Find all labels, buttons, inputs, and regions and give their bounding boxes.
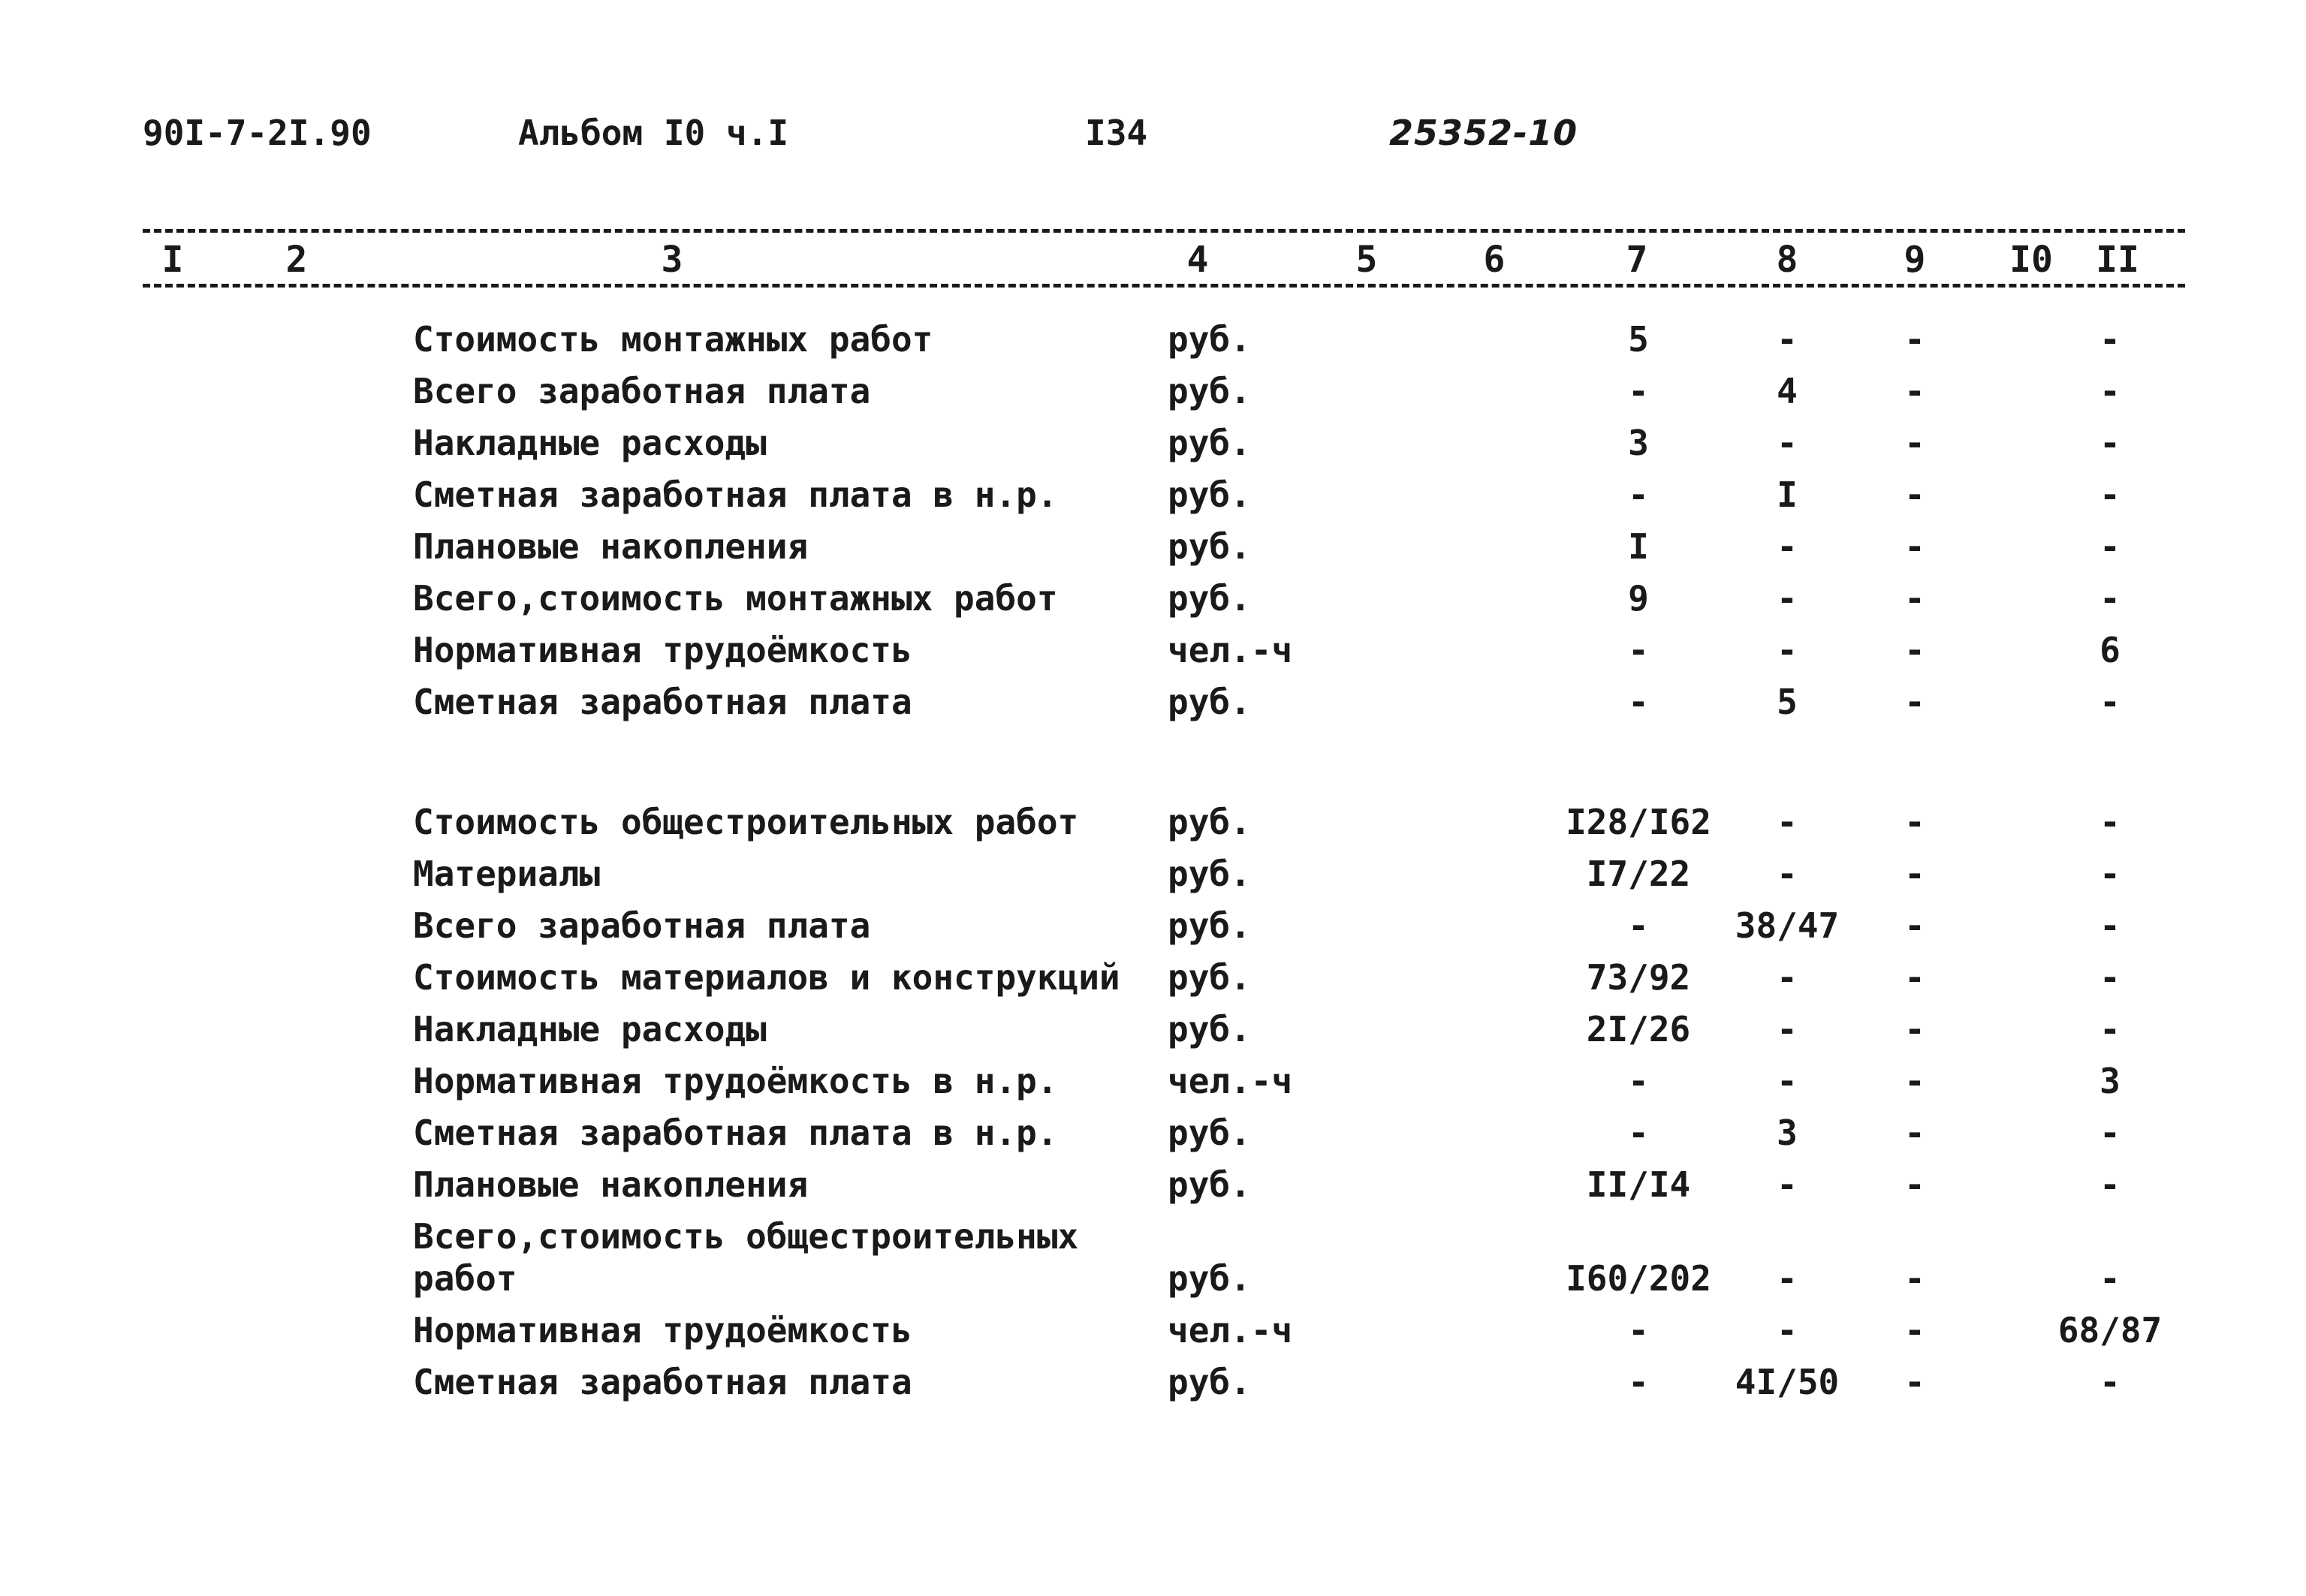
row-unit: руб. (1168, 1113, 1251, 1153)
table-row (0, 1009, 2306, 1054)
row-col11-value: - (2100, 1258, 2121, 1299)
row-label: Нормативная трудоёмкость в н.р. (413, 1061, 1058, 1101)
row-col9-value: - (1904, 1258, 1925, 1299)
column-number-8: 8 (1776, 239, 1798, 281)
row-col9-value: - (1904, 474, 1925, 515)
row-col7-value: - (1628, 1362, 1649, 1402)
row-label: Всего заработная плата (413, 905, 871, 946)
row-col7-value: II/I4 (1586, 1164, 1691, 1205)
row-col9-value: - (1904, 802, 1925, 842)
row-col9-value: - (1904, 1164, 1925, 1205)
row-label: Сметная заработная плата (413, 682, 912, 722)
row-col11-value: - (2100, 423, 2121, 463)
column-number-11: II (2096, 239, 2139, 281)
row-unit: руб. (1168, 526, 1251, 567)
page-number: I34 (1085, 113, 1148, 153)
row-unit: руб. (1168, 1009, 1251, 1049)
row-col8-value: 38/47 (1735, 905, 1840, 946)
table-row (0, 578, 2306, 623)
row-col11-value: 68/87 (2057, 1310, 2163, 1351)
row-label: Нормативная трудоёмкость (413, 1310, 912, 1351)
row-col11-value: - (2100, 319, 2121, 360)
row-label: Всего,стоимость монтажных работ (413, 578, 1058, 619)
column-number-7: 7 (1626, 239, 1648, 281)
row-label: Нормативная трудоёмкость (413, 630, 912, 670)
row-col11-value: - (2100, 1362, 2121, 1402)
row-col8-value: - (1777, 526, 1798, 567)
row-col9-value: - (1904, 957, 1925, 998)
column-number-10: I0 (2009, 239, 2053, 281)
row-unit: чел.-ч (1168, 1310, 1293, 1351)
row-col8-value: - (1777, 1164, 1798, 1205)
row-col8-value: I (1777, 474, 1798, 515)
row-label: Стоимость общестроительных работ (413, 802, 1079, 842)
header-rule-top (143, 229, 2185, 233)
row-col11-value: - (2100, 854, 2121, 894)
row-label: Всего,стоимость общестроительных (413, 1216, 1079, 1257)
table-row (0, 423, 2306, 468)
row-label: Накладные расходы (413, 423, 767, 463)
table-row (0, 474, 2306, 519)
table-row (0, 854, 2306, 899)
row-col8-value: - (1777, 423, 1798, 463)
row-unit: руб. (1168, 682, 1251, 722)
row-col11-value: 3 (2100, 1061, 2121, 1101)
row-col7-value: - (1628, 630, 1649, 670)
row-col9-value: - (1904, 1061, 1925, 1101)
row-col11-value: - (2100, 802, 2121, 842)
table-row (0, 1216, 2306, 1306)
row-unit: руб. (1168, 474, 1251, 515)
row-unit: руб. (1168, 423, 1251, 463)
row-col8-value: - (1777, 802, 1798, 842)
column-number-9: 9 (1904, 239, 1926, 281)
row-col9-value: - (1904, 319, 1925, 360)
row-col8-value: - (1777, 630, 1798, 670)
row-col8-value: - (1777, 957, 1798, 998)
row-unit: руб. (1168, 578, 1251, 619)
table-row (0, 1362, 2306, 1407)
row-col7-value: I28/I62 (1566, 802, 1711, 842)
row-col7-value: - (1628, 1310, 1649, 1351)
table-row (0, 957, 2306, 1002)
row-col7-value: - (1628, 474, 1649, 515)
row-unit: руб. (1168, 1164, 1251, 1205)
row-col8-value: 4 (1777, 371, 1798, 411)
row-col7-value: - (1628, 905, 1649, 946)
row-label: Всего заработная плата (413, 371, 871, 411)
row-col7-value: - (1628, 1113, 1649, 1153)
row-label: Сметная заработная плата в н.р. (413, 1113, 1058, 1153)
row-col7-value: 9 (1628, 578, 1649, 619)
document-code: 90I-7-2I.90 (143, 113, 372, 153)
row-col11-value: - (2100, 474, 2121, 515)
row-unit: руб. (1168, 802, 1251, 842)
row-col9-value: - (1904, 1009, 1925, 1049)
row-unit: руб. (1168, 1362, 1251, 1402)
row-col11-value: - (2100, 371, 2121, 411)
row-col11-value: - (2100, 526, 2121, 567)
row-col9-value: - (1904, 526, 1925, 567)
column-number-1: I (161, 239, 184, 281)
row-col7-value: - (1628, 1061, 1649, 1101)
row-unit: руб. (1168, 905, 1251, 946)
row-col8-value: - (1777, 1258, 1798, 1299)
row-unit: руб. (1168, 1258, 1251, 1299)
row-unit: руб. (1168, 371, 1251, 411)
row-label: Сметная заработная плата в н.р. (413, 474, 1058, 515)
column-number-4: 4 (1186, 239, 1209, 281)
row-col9-value: - (1904, 371, 1925, 411)
row-col11-value: - (2100, 578, 2121, 619)
row-col9-value: - (1904, 682, 1925, 722)
row-unit: руб. (1168, 319, 1251, 360)
row-label: Плановые накопления (413, 526, 809, 567)
row-col9-value: - (1904, 1310, 1925, 1351)
column-number-2: 2 (285, 239, 308, 281)
row-unit: чел.-ч (1168, 1061, 1293, 1101)
row-col7-value: - (1628, 371, 1649, 411)
row-col9-value: - (1904, 1362, 1925, 1402)
row-col8-value: 4I/50 (1735, 1362, 1840, 1402)
row-col8-value: 5 (1777, 682, 1798, 722)
row-col9-value: - (1904, 1113, 1925, 1153)
table-row (0, 630, 2306, 675)
row-label-continuation: работ (413, 1258, 517, 1299)
row-col8-value: 3 (1777, 1113, 1798, 1153)
table-row (0, 682, 2306, 727)
row-col8-value: - (1777, 1310, 1798, 1351)
row-label: Сметная заработная плата (413, 1362, 912, 1402)
table-row (0, 526, 2306, 571)
row-col11-value: - (2100, 1009, 2121, 1049)
table-row (0, 319, 2306, 364)
row-col7-value: - (1628, 682, 1649, 722)
row-label: Стоимость материалов и конструкций (413, 957, 1120, 998)
table-row (0, 1310, 2306, 1355)
row-label: Накладные расходы (413, 1009, 767, 1049)
column-number-3: 3 (661, 239, 683, 281)
row-col8-value: - (1777, 1061, 1798, 1101)
document-stamp-number: 25352-10 (1389, 113, 1578, 153)
row-col11-value: - (2100, 957, 2121, 998)
row-col11-value: - (2100, 905, 2121, 946)
row-col11-value: 6 (2100, 630, 2121, 670)
row-col8-value: - (1777, 854, 1798, 894)
row-col7-value: 5 (1628, 319, 1649, 360)
row-col11-value: - (2100, 682, 2121, 722)
album-label: Альбом I0 ч.I (518, 113, 789, 153)
row-col7-value: I60/202 (1566, 1258, 1711, 1299)
row-col7-value: I (1628, 526, 1649, 567)
column-number-5: 5 (1355, 239, 1378, 281)
row-label: Материалы (413, 854, 601, 894)
table-row (0, 1164, 2306, 1209)
row-col7-value: 3 (1628, 423, 1649, 463)
row-col8-value: - (1777, 578, 1798, 619)
row-col8-value: - (1777, 1009, 1798, 1049)
column-number-6: 6 (1483, 239, 1506, 281)
row-unit: руб. (1168, 854, 1251, 894)
row-col9-value: - (1904, 578, 1925, 619)
table-row (0, 1113, 2306, 1158)
table-row (0, 802, 2306, 847)
row-col11-value: - (2100, 1113, 2121, 1153)
table-row (0, 371, 2306, 416)
row-label: Плановые накопления (413, 1164, 809, 1205)
row-col11-value: - (2100, 1164, 2121, 1205)
row-col9-value: - (1904, 423, 1925, 463)
row-col9-value: - (1904, 854, 1925, 894)
row-col7-value: 2I/26 (1586, 1009, 1691, 1049)
row-label: Стоимость монтажных работ (413, 319, 933, 360)
table-row (0, 905, 2306, 950)
row-col7-value: 73/92 (1586, 957, 1691, 998)
row-col8-value: - (1777, 319, 1798, 360)
row-unit: чел.-ч (1168, 630, 1293, 670)
row-col9-value: - (1904, 630, 1925, 670)
row-col7-value: I7/22 (1586, 854, 1691, 894)
table-row (0, 1061, 2306, 1106)
row-unit: руб. (1168, 957, 1251, 998)
header-rule-bottom (143, 284, 2185, 288)
row-col9-value: - (1904, 905, 1925, 946)
